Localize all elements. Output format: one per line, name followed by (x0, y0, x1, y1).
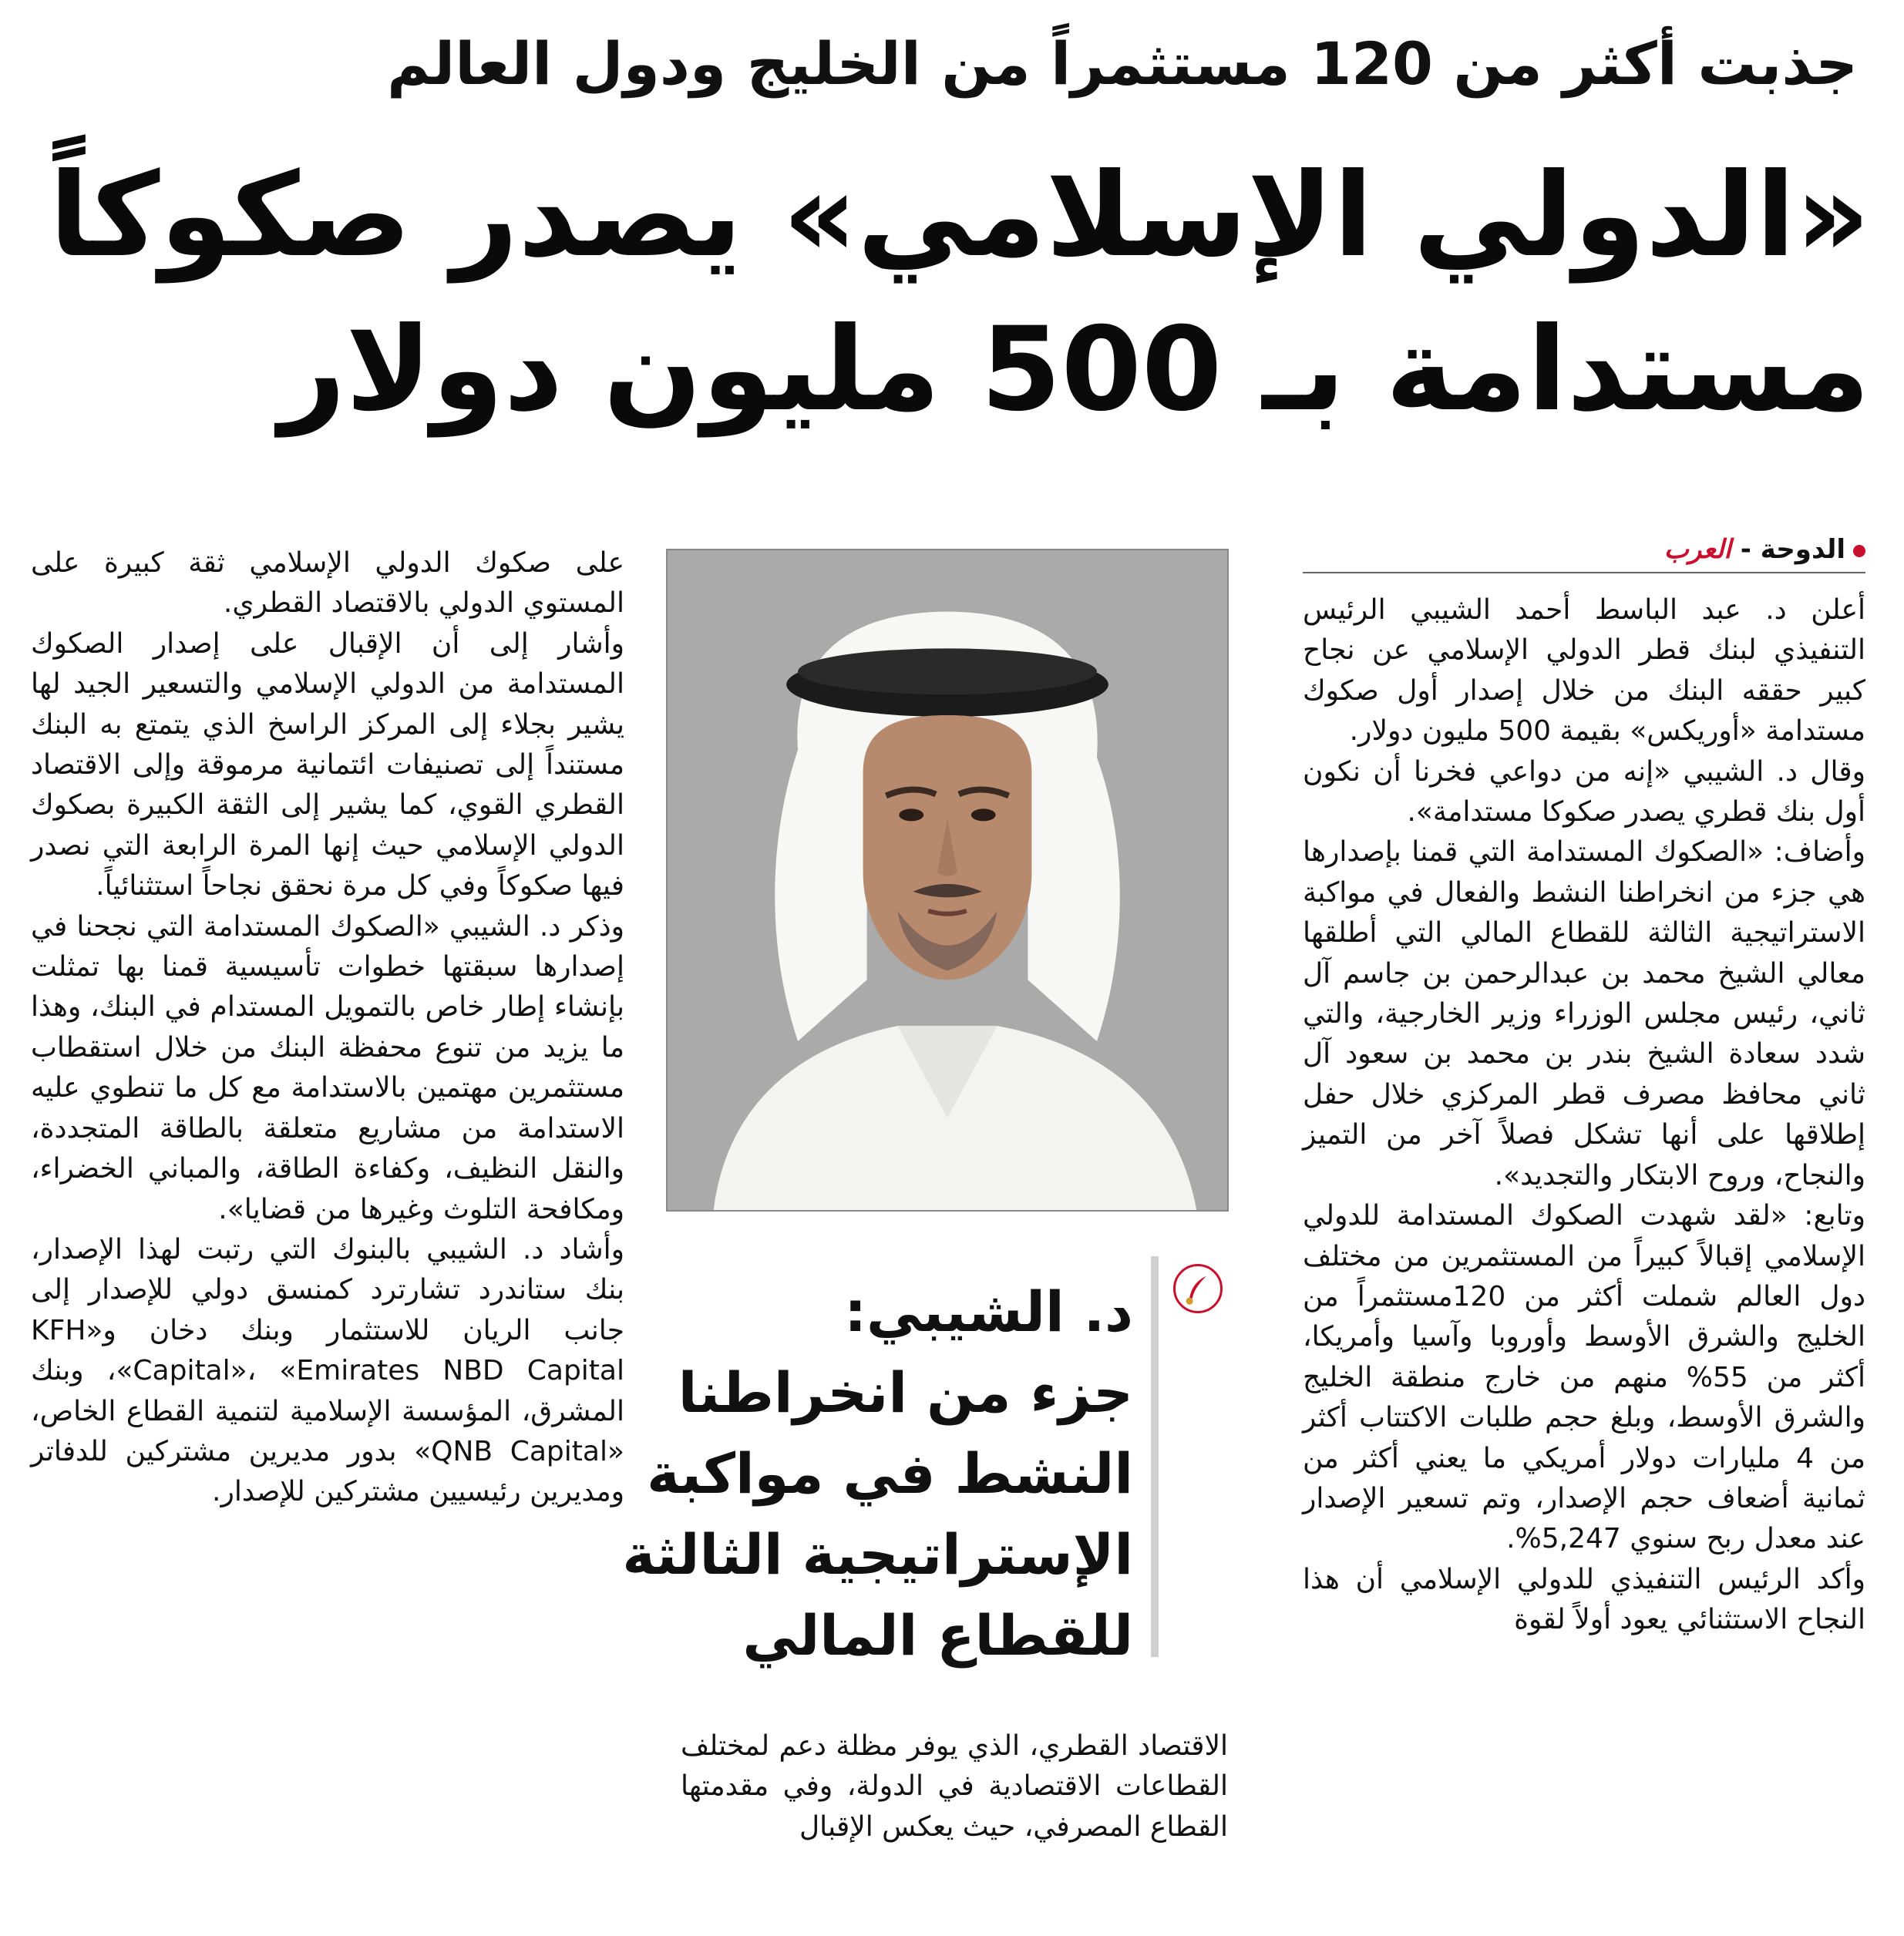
byline-place: الدوحة - (1740, 534, 1845, 565)
paragraph: وأشاد د. الشيبي بالبنوك التي رتبت لهذا الإصدار، بنك ستاندرد تشارترد كمنسق دولي للإصدار إلى جانب الريان للاستثمار وبنك دخان و«KFH Capital»، «Emirates NBD Capital»، وبنك المشرق، المؤسسة الإسلامية لتنمية القطاع الخاص، «QNB Capital» بدور مديرين مشتركين للدفاتر ومديرين رئيسيين مشتركين للإصدار. (31, 1233, 624, 1508)
bullet-dot-icon (1853, 545, 1865, 557)
portrait-illustration (668, 550, 1227, 1210)
paragraph: على صكوك الدولي الإسلامي ثقة كبيرة على المستوي الدولي بالاقتصاد القطري. (31, 547, 624, 620)
pull-quote-line: جزء من انخراطنا (678, 1360, 1133, 1425)
paragraph: وقال د. الشيبي «إنه من دواعي فخرنا أن نكون أول بنك قطري يصدر صكوكا مستدامة». (1303, 755, 1865, 829)
pull-quote-name: د. الشيبي: (844, 1279, 1133, 1344)
quill-icon (1173, 1264, 1223, 1313)
paragraph: وأشار إلى أن الإقبال على إصدار الصكوك المستدامة من الدولي الإسلامي والتسعير الجيد لها يشير بجلاء إلى المركز الراسخ الذي يتمتع به البنك مستنداً إلى تصنيفات ائتمانية مرموقة وإلى الاقتصاد القطري القوي، كما يشير إلى الثقة الكبيرة بصكوك الدولي الإسلامي حيث إنها المرة الرابعة التي نصدر فيها صكوكاً وفي كل مرة نحقق نجاحاً استثنائياً. (31, 627, 624, 902)
article-column-left (31, 543, 624, 1513)
paragraph: الاقتصاد القطري، الذي يوفر مظلة دعم لمختلف القطاعات الاقتصادية في الدولة، وفي مقدمتها القطاع المصرفي، حيث يعكس الإقبال (681, 1730, 1228, 1843)
byline (1542, 532, 1865, 567)
quill-icon-graphic (1176, 1266, 1220, 1311)
paragraph: وأكد الرئيس التنفيذي للدولي الإسلامي أن هذا النجاح الاستثنائي يعود أولاً لقوة (1303, 1563, 1865, 1636)
pull-quote (622, 1272, 1133, 1676)
byline-brand-logo: العرب (1663, 534, 1731, 565)
paragraph: وتابع: «لقد شهدت الصكوك المستدامة للدولي الإسلامي إقبالاً كبيراً من المستثمرين من مختلف دول العالم شملت أكثر من 120مستثمراً من الخليج والشرق الأوسط وأوروبا وآسيا وأمريكا، أكثر من 55% منهم من خارج منطقة الخليج والشرق الأوسط، وبلغ حجم طلبات الاكتتاب أكثر من 4 مليارات دولار أمريكي ما يعني أكثر من ثمانية أضعاف حجم الإصدار، وتم تسعير الإصدار عند معدل ربح سنوي 5,247%. (1303, 1200, 1866, 1555)
headline (20, 139, 1870, 447)
kicker-subheadline: جذبت أكثر من 120 مستثمراً من الخليج ودول العالم (387, 29, 1858, 98)
portrait-photo (666, 549, 1229, 1212)
byline-divider (1303, 572, 1865, 573)
paragraph: أعلن د. عبد الباسط أحمد الشيبي الرئيس التنفيذي لبنك قطر الدولي الإسلامي عن نجاح كبير حققه البنك من خلال إصدار أول صكوك مستدامة «أوريكس» بقيمة 500 مليون دولار. (1303, 594, 1865, 748)
headline-line-2: مستدامة بـ 500 مليون دولار (279, 303, 1870, 437)
headline-line-1: «الدولي الإسلامي» يصدر صكوكاً (49, 149, 1870, 283)
pull-quote-bar (1151, 1256, 1159, 1657)
paragraph: وذكر د. الشيبي «الصكوك المستدامة التي نجحنا في إصدارها سبقتها خطوات تأسيسية قمنا بها تمثلت بإنشاء إطار خاص بالتمويل المستدام في البنك، وهذا ما يزيد من تنوع محفظة البنك من خلال استقطاب مستثمرين مهتمين بالاستدامة مع كل ما تنطوي عليه الاستدامة من مشاريع متعلقة بالطاقة المتجددة، والنقل النظيف، وكفاءة الطاقة، والمباني الخضراء، ومكافحة التلوث وغيرها من قضايا». (31, 910, 624, 1225)
paragraph: وأضاف: «الصكوك المستدامة التي قمنا بإصدارها هي جزء من انخراطنا النشط والفعال في مواكبة الاستراتيجية الثالثة للقطاع المالي التي أطلقها معالي الشيخ محمد بن عبدالرحمن بن جاسم آل ثاني، رئيس مجلس الوزراء وزير الخارجية، والتي شدد سعادة الشيخ بندر بن محمد بن سعود آل ثاني محافظ مصرف قطر المركزي خلال حفل إطلاقها على أنها تشكل فصلاً آخر من التميز والنجاح، وروح الابتكار والتجديد». (1303, 836, 1865, 1192)
pull-quote-line: الإستراتيجية الثالثة (622, 1522, 1133, 1587)
article-column-middle (681, 1726, 1228, 1847)
article-column-right (1303, 590, 1865, 1641)
pull-quote-line: للقطاع المالي (742, 1603, 1133, 1668)
pull-quote-line: النشط في مواكبة (647, 1441, 1133, 1506)
